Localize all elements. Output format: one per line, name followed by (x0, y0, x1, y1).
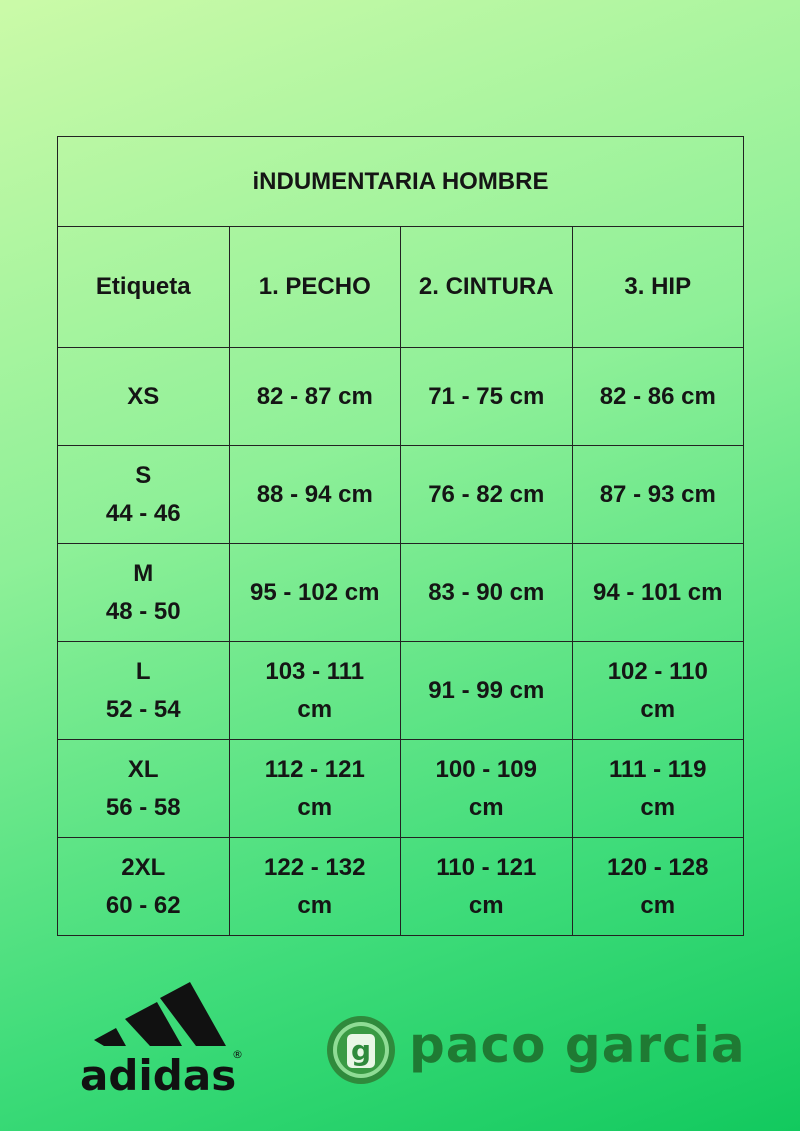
cintura-cell (401, 642, 573, 740)
cintura-cell (401, 838, 573, 936)
cintura-unit: cm (468, 891, 504, 919)
header-cintura: 2. CINTURA (401, 227, 573, 348)
hip-cell (572, 348, 744, 446)
pecho-cell (229, 740, 401, 838)
pecho-value: 82 - 87 cm (256, 382, 373, 410)
cintura-value: 100 - 109 (435, 755, 537, 783)
size-chart-table (57, 136, 744, 936)
size-label: XL (127, 755, 159, 783)
paco-icon-letter: g (350, 1034, 372, 1067)
hip-cell (572, 838, 744, 936)
cintura-value: 91 - 99 cm (428, 676, 545, 704)
header-etiqueta: Etiqueta (58, 227, 230, 348)
hip-cell (572, 740, 744, 838)
hip-cell (572, 642, 744, 740)
pecho-value: 112 - 121 (264, 755, 365, 783)
pecho-value: 88 - 94 cm (256, 480, 373, 508)
cintura-value: 71 - 75 cm (428, 382, 545, 410)
size-number: 48 - 50 (105, 597, 181, 625)
size-label: L (135, 657, 151, 685)
hip-cell (572, 544, 744, 642)
pecho-unit: cm (297, 695, 333, 723)
size-number: 56 - 58 (105, 793, 181, 821)
cintura-cell (401, 544, 573, 642)
hip-value: 87 - 93 cm (599, 480, 716, 508)
pecho-value: 95 - 102 cm (250, 578, 380, 606)
pecho-value: 122 - 132 (264, 853, 366, 881)
size-number: 52 - 54 (105, 695, 181, 723)
hip-value: 82 - 86 cm (599, 382, 716, 410)
hip-value: 111 - 119 (609, 755, 707, 783)
paco-garcia-g-icon (325, 1014, 401, 1086)
pecho-value: 103 - 111 (265, 657, 365, 685)
size-label-cell (58, 838, 230, 936)
table-title: iNDUMENTARIA HOMBRE (58, 137, 744, 227)
size-label-cell (58, 740, 230, 838)
table-row (58, 838, 744, 936)
registered-mark: ® (232, 1048, 243, 1061)
header-pecho: 1. PECHO (229, 227, 401, 348)
table-row (58, 544, 744, 642)
size-label-cell (58, 348, 230, 446)
cintura-cell (401, 348, 573, 446)
cintura-value: 83 - 90 cm (428, 578, 545, 606)
hip-unit: cm (640, 793, 676, 821)
paco-garcia-wordmark: paco garcia (409, 1016, 746, 1074)
adidas-wordmark: adidas (80, 1051, 237, 1094)
header-row (58, 227, 744, 348)
pecho-cell (229, 838, 401, 936)
adidas-stripes-icon (78, 982, 248, 1094)
hip-value: 120 - 128 (607, 853, 709, 881)
size-label: XS (127, 382, 160, 410)
paco-garcia-logo (325, 1014, 746, 1086)
hip-value: 94 - 101 cm (593, 578, 723, 606)
hip-unit: cm (640, 695, 676, 723)
table-row (58, 642, 744, 740)
size-label-cell (58, 446, 230, 544)
adidas-logo (78, 982, 248, 1094)
cintura-cell (401, 446, 573, 544)
table-row (58, 740, 744, 838)
cintura-unit: cm (468, 793, 504, 821)
size-label-cell (58, 544, 230, 642)
pecho-cell (229, 446, 401, 544)
pecho-unit: cm (297, 891, 333, 919)
size-label-cell (58, 642, 230, 740)
cintura-value: 110 - 121 (436, 853, 537, 881)
hip-unit: cm (640, 891, 676, 919)
size-label: S (135, 461, 152, 489)
pecho-cell (229, 348, 401, 446)
size-label: M (133, 559, 154, 587)
table-row (58, 348, 744, 446)
pecho-unit: cm (297, 793, 333, 821)
pecho-cell (229, 544, 401, 642)
size-label: 2XL (121, 853, 166, 881)
size-number: 44 - 46 (105, 499, 181, 527)
title-row (58, 137, 744, 227)
header-hip: 3. HIP (572, 227, 744, 348)
size-number: 60 - 62 (105, 891, 181, 919)
cintura-cell (401, 740, 573, 838)
hip-cell (572, 446, 744, 544)
hip-value: 102 - 110 (607, 657, 708, 685)
cintura-value: 76 - 82 cm (428, 480, 545, 508)
table-row (58, 446, 744, 544)
pecho-cell (229, 642, 401, 740)
